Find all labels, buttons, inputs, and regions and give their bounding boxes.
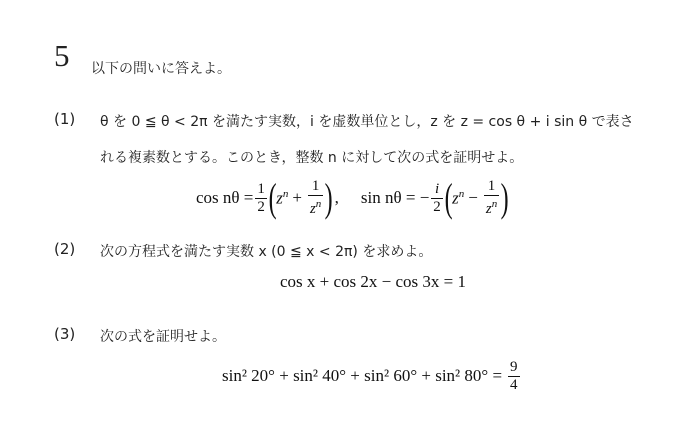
sin-squared-sum: sin² 20° + sin² 40° + sin² 60° + sin² 80° =: [222, 366, 503, 385]
part-1-line-1: θ を 0 ≦ θ < 2π を満たす実数，i を虚数単位とし，z を z = cos θ + i sin θ で表さ: [100, 114, 634, 130]
half-numerator: 1: [257, 180, 265, 197]
nine-quarters-fraction: [508, 359, 520, 394]
part-3-text: 次の式を証明せよ。: [100, 329, 226, 345]
problem-intro: 以下の問いに答えよ。: [91, 61, 231, 77]
sin-lhs: sin nθ = −: [360, 188, 430, 207]
inverse-denominator: $z^n$: [309, 198, 322, 217]
left-paren: (: [268, 175, 277, 220]
minus-sign: −: [468, 188, 478, 207]
z-term: $z^n$: [276, 187, 289, 208]
part-3-label: (3): [54, 325, 76, 343]
right-paren-2: ): [500, 175, 509, 220]
inverse-numerator-2: 1: [484, 178, 499, 196]
separator-comma: ,: [334, 188, 339, 207]
inverse-fraction: [308, 178, 323, 218]
rhs-numerator: 9: [510, 358, 518, 375]
inverse-denominator-2: $z^n$: [485, 198, 498, 217]
z-term-2: $z^n$: [452, 187, 465, 208]
plus-sign: +: [292, 188, 302, 207]
problem-number: 5: [54, 38, 70, 73]
part-2-label: (2): [54, 240, 76, 258]
part-1-label: (1): [54, 110, 76, 128]
rhs-denominator: 4: [510, 376, 518, 393]
inverse-numerator: 1: [308, 178, 323, 196]
i-half-fraction: [431, 181, 443, 216]
i-denominator: 2: [433, 198, 441, 215]
part-3-formula: [222, 356, 522, 396]
left-paren-2: (: [444, 175, 453, 220]
half-denominator: 2: [257, 198, 265, 215]
part-2-text: 次の方程式を満たす実数 x (0 ≦ x < 2π) を求めよ。: [100, 244, 433, 260]
cos-lhs: cos nθ =: [196, 188, 254, 207]
i-numerator: i: [431, 181, 443, 199]
part-1-line-2: れる複素数とする。このとき，整数 n に対して次の式を証明せよ。: [100, 150, 524, 166]
half-fraction: [255, 181, 267, 216]
part-1-formula: [196, 176, 509, 220]
right-paren: ): [324, 175, 333, 220]
inverse-fraction-2: [484, 178, 499, 218]
part-2-formula: cos x + cos 2x − cos 3x = 1: [280, 272, 466, 291]
